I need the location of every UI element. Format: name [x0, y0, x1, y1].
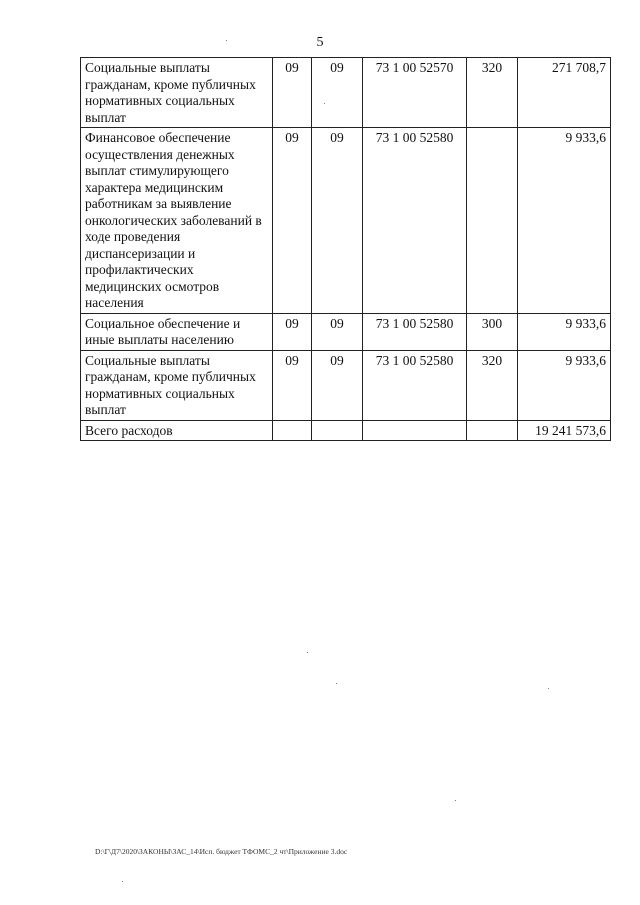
cell-pr: 09 — [312, 128, 363, 314]
table-row — [81, 313, 611, 350]
total-label: Всего расходов — [81, 420, 273, 441]
empty-cell — [363, 420, 467, 441]
table-row — [81, 350, 611, 420]
cell-name: Социальные выплаты гражданам, кроме публичных нормативных социальных выплат — [81, 350, 273, 420]
cell-rz: 09 — [273, 313, 312, 350]
cell-sum: 271 708,7 — [518, 58, 611, 128]
cell-rz: 09 — [273, 58, 312, 128]
cell-vr: 320 — [467, 350, 518, 420]
cell-csr: 73 1 00 52570 — [363, 58, 467, 128]
file-path-footer: D:\Г\Д7\2020\ЗАКОНЫ\ЗАС_14\Исп. бюджет ТФОМС_2 чт\Приложение 3.doc — [95, 847, 348, 856]
table-row — [81, 128, 611, 314]
scan-speck — [455, 800, 456, 801]
page-number: 5 — [316, 35, 324, 50]
cell-pr: 09 — [312, 58, 363, 128]
scan-speck — [122, 881, 123, 882]
cell-name: Социальные выплаты гражданам, кроме публичных нормативных социальных выплат — [81, 58, 273, 128]
table-row — [81, 58, 611, 128]
cell-sum: 9 933,6 — [518, 128, 611, 314]
empty-cell — [312, 420, 363, 441]
budget-table — [80, 57, 611, 441]
scan-speck — [226, 40, 227, 41]
cell-name: Социальное обеспечение и иные выплаты населению — [81, 313, 273, 350]
cell-csr: 73 1 00 52580 — [363, 128, 467, 314]
cell-vr: 320 — [467, 58, 518, 128]
total-row — [81, 420, 611, 441]
empty-cell — [467, 420, 518, 441]
cell-pr: 09 — [312, 313, 363, 350]
scan-speck — [307, 652, 308, 653]
cell-pr: 09 — [312, 350, 363, 420]
cell-vr: 300 — [467, 313, 518, 350]
cell-sum: 9 933,6 — [518, 313, 611, 350]
scan-speck — [548, 688, 549, 689]
total-sum: 19 241 573,6 — [518, 420, 611, 441]
scan-speck — [336, 683, 337, 684]
cell-csr: 73 1 00 52580 — [363, 313, 467, 350]
cell-rz: 09 — [273, 350, 312, 420]
cell-name: Финансовое обеспечение осуществления денежных выплат стимулирующего характера медицинским работникам за выявление онкологических заболеваний в ходе проведения диспансеризации и профилактических медицинских осмотров населения — [81, 128, 273, 314]
cell-sum: 9 933,6 — [518, 350, 611, 420]
cell-rz: 09 — [273, 128, 312, 314]
empty-cell — [273, 420, 312, 441]
cell-csr: 73 1 00 52580 — [363, 350, 467, 420]
scan-speck — [324, 103, 325, 104]
cell-vr — [467, 128, 518, 314]
